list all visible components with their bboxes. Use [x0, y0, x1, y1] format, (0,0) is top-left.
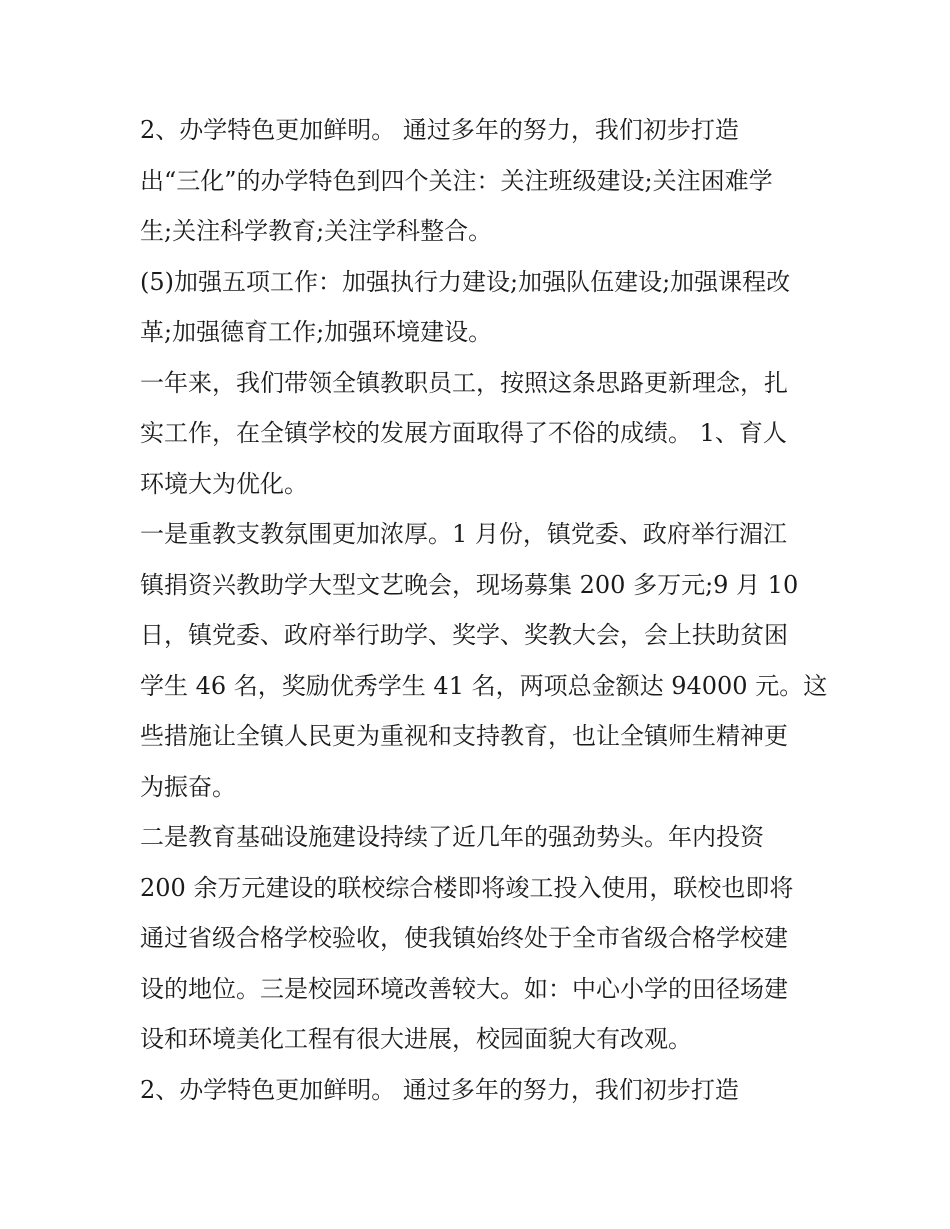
text-line: (5)加强五项工作：加强执行力建设;加强队伍建设;加强课程改 [140, 267, 791, 296]
text-line: 设的地位。三是校园环境改善较大。如：中心小学的田径场建 [140, 974, 788, 1003]
paragraph-year-summary [140, 358, 820, 510]
text-line: 2、办学特色更加鲜明。 通过多年的努力，我们初步打造 [140, 116, 739, 144]
text-line: 设和环境美化工程有很大进展，校园面貌大有改观。 [140, 1025, 692, 1053]
text-line: 日，镇党委、政府举行助学、奖学、奖教大会，会上扶助贫困 [140, 621, 788, 649]
text-line: 通过省级合格学校验收，使我镇始终处于全市省级合格学校建 [140, 924, 788, 952]
paragraph-school-features-repeat [140, 1065, 820, 1116]
text-line: 一是重教支教氛围更加浓厚。1 月份，镇党委、政府举行湄江 [140, 520, 787, 548]
paragraph-five-tasks [140, 257, 820, 358]
text-line: 生;关注科学教育;关注学科整合。 [140, 217, 493, 245]
paragraph-school-features [140, 105, 820, 257]
text-line: 实工作，在全镇学校的发展方面取得了不俗的成绩。 1、育人 [140, 419, 787, 447]
text-line: 出“三化”的办学特色到四个关注：关注班级建设;关注困难学 [140, 166, 773, 195]
paragraph-infrastructure [140, 812, 820, 1065]
text-line: 革;加强德育工作;加强环境建设。 [140, 318, 493, 346]
text-line: 2、办学特色更加鲜明。 通过多年的努力，我们初步打造 [140, 1075, 739, 1104]
text-line: 为振奋。 [140, 772, 236, 801]
text-line: 学生 46 名，奖励优秀学生 41 名，两项总金额达 94000 元。这 [140, 671, 828, 700]
paragraph-education-support [140, 509, 828, 812]
text-line: 二是教育基础设施建设持续了近几年的强劲势头。年内投资 [140, 823, 764, 851]
document-body [140, 105, 828, 1115]
text-line: 环境大为优化。 [140, 469, 308, 498]
text-line: 200 余万元建设的联校综合楼即将竣工投入使用，联校也即将 [140, 873, 794, 902]
text-line: 一年来，我们带领全镇教职员工，按照这条思路更新理念，扎 [140, 368, 788, 397]
text-line: 镇捐资兴教助学大型文艺晚会，现场募集 200 多万元;9 月 10 [140, 570, 799, 599]
text-line: 些措施让全镇人民更为重视和支持教育，也让全镇师生精神更 [140, 722, 788, 750]
